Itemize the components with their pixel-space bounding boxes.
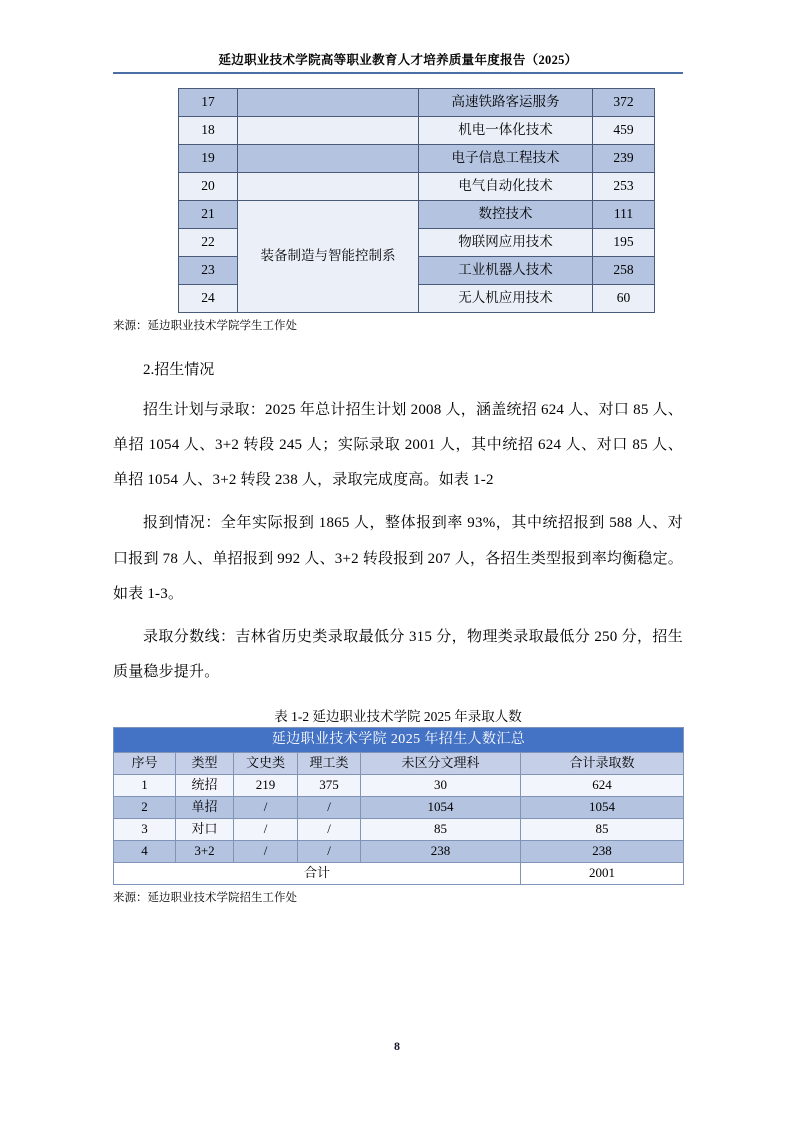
majors-cell-count: 239 [593,145,655,173]
table-row [114,818,684,840]
majors-cell-count: 195 [593,229,655,257]
enrollment-table [113,727,684,885]
header-divider [113,72,683,74]
enroll-total-label: 合计 [114,862,521,884]
majors-cell-major: 高速铁路客运服务 [419,89,593,117]
table-row [179,145,655,173]
majors-cell-department: 装备制造与智能控制系 [238,201,419,313]
enroll-banner-row [114,727,684,752]
majors-cell-count: 372 [593,89,655,117]
majors-cell-major: 无人机应用技术 [419,285,593,313]
majors-cell-dept-blank [238,173,419,201]
majors-cell-major: 工业机器人技术 [419,257,593,285]
table-row [114,840,684,862]
running-header-title: 延边职业技术学院高等职业教育人才培养质量年度报告（2025） [218,53,578,67]
enroll-cell-arts: / [234,840,298,862]
enroll-cell-total: 85 [521,818,684,840]
majors-cell-major: 机电一体化技术 [419,117,593,145]
table-row [179,173,655,201]
majors-cell-count: 459 [593,117,655,145]
enroll-cell-total: 624 [521,774,684,796]
enroll-cell-science: / [298,818,361,840]
enroll-col-header-arts: 文史类 [234,752,298,774]
majors-cell-no: 19 [179,145,238,173]
enroll-col-header-total: 合计录取数 [521,752,684,774]
majors-cell-count: 253 [593,173,655,201]
majors-cell-dept-blank [238,89,419,117]
paragraph-admission-plan: 招生计划与录取：2025 年总计招生计划 2008 人，涵盖统招 624 人、对口 85 人、单招 1054 人、3+2 转段 245 人；实际录取 2001 人，其中统招 624 人、对口 85 人、单招 1054 人、3+2 转段 238 人，录取完成度高。如表 1-2 [113,401,683,489]
enroll-cell-science: / [298,840,361,862]
enroll-cell-type: 对口 [176,818,234,840]
majors-cell-no: 22 [179,229,238,257]
enroll-cell-arts: / [234,796,298,818]
page-content [113,88,683,906]
majors-cell-count: 60 [593,285,655,313]
table-row [179,117,655,145]
enroll-cell-undivided: 238 [361,840,521,862]
enroll-cell-arts: / [234,818,298,840]
majors-cell-count: 258 [593,257,655,285]
enroll-col-header-undivided: 未区分文理科 [361,752,521,774]
majors-cell-no: 20 [179,173,238,201]
enroll-cell-type: 3+2 [176,840,234,862]
page-number: 8 [394,1039,400,1053]
enroll-cell-arts: 219 [234,774,298,796]
enroll-cell-science: 375 [298,774,361,796]
majors-cell-no: 17 [179,89,238,117]
majors-cell-major: 电气自动化技术 [419,173,593,201]
section-heading: 2.招生情况 [143,362,215,379]
enroll-cell-total: 1054 [521,796,684,818]
enroll-total-row [114,862,684,884]
enroll-cell-undivided: 30 [361,774,521,796]
majors-cell-dept-blank [238,145,419,173]
enroll-cell-science: / [298,796,361,818]
majors-cell-major: 物联网应用技术 [419,229,593,257]
enroll-table-caption: 表 1-2 延边职业技术学院 2025 年录取人数 [274,708,522,724]
enroll-cell-undivided: 85 [361,818,521,840]
majors-cell-no: 18 [179,117,238,145]
majors-table-wrapper [178,88,634,313]
enroll-total-value: 2001 [521,862,684,884]
enroll-cell-total: 238 [521,840,684,862]
majors-table [178,88,655,313]
table-row [114,796,684,818]
majors-cell-no: 24 [179,285,238,313]
table-row [179,89,655,117]
enroll-col-header-type: 类型 [176,752,234,774]
enroll-cell-undivided: 1054 [361,796,521,818]
enroll-cell-no: 4 [114,840,176,862]
enroll-header-row [114,752,684,774]
enroll-col-header-no: 序号 [114,752,176,774]
enroll-cell-no: 1 [114,774,176,796]
enroll-col-header-science: 理工类 [298,752,361,774]
enroll-cell-type: 统招 [176,774,234,796]
enroll-cell-no: 2 [114,796,176,818]
majors-table-source: 来源：延边职业技术学院学生工作处 [113,320,297,332]
majors-cell-count: 111 [593,201,655,229]
majors-cell-no: 21 [179,201,238,229]
enroll-cell-type: 单招 [176,796,234,818]
majors-cell-no: 23 [179,257,238,285]
enroll-banner-title: 延边职业技术学院 2025 年招生人数汇总 [114,727,684,752]
enroll-cell-no: 3 [114,818,176,840]
majors-cell-major: 电子信息工程技术 [419,145,593,173]
enroll-table-source: 来源：延边职业技术学院招生工作处 [113,891,297,904]
running-header [113,52,683,74]
majors-cell-major: 数控技术 [419,201,593,229]
majors-cell-dept-blank [238,117,419,145]
table-row [114,774,684,796]
table-row [179,201,655,229]
paragraph-registration: 报到情况：全年实际报到 1865 人，整体报到率 93%，其中统招报到 588 人、对口报到 78 人、单招报到 992 人、3+2 转段报到 207 人，各招生类型报到率均衡稳定。如表 1-3。 [113,515,683,602]
paragraph-score-line: 录取分数线：吉林省历史类录取最低分 315 分，物理类录取最低分 250 分，招生质量稳步提升。 [113,629,683,681]
